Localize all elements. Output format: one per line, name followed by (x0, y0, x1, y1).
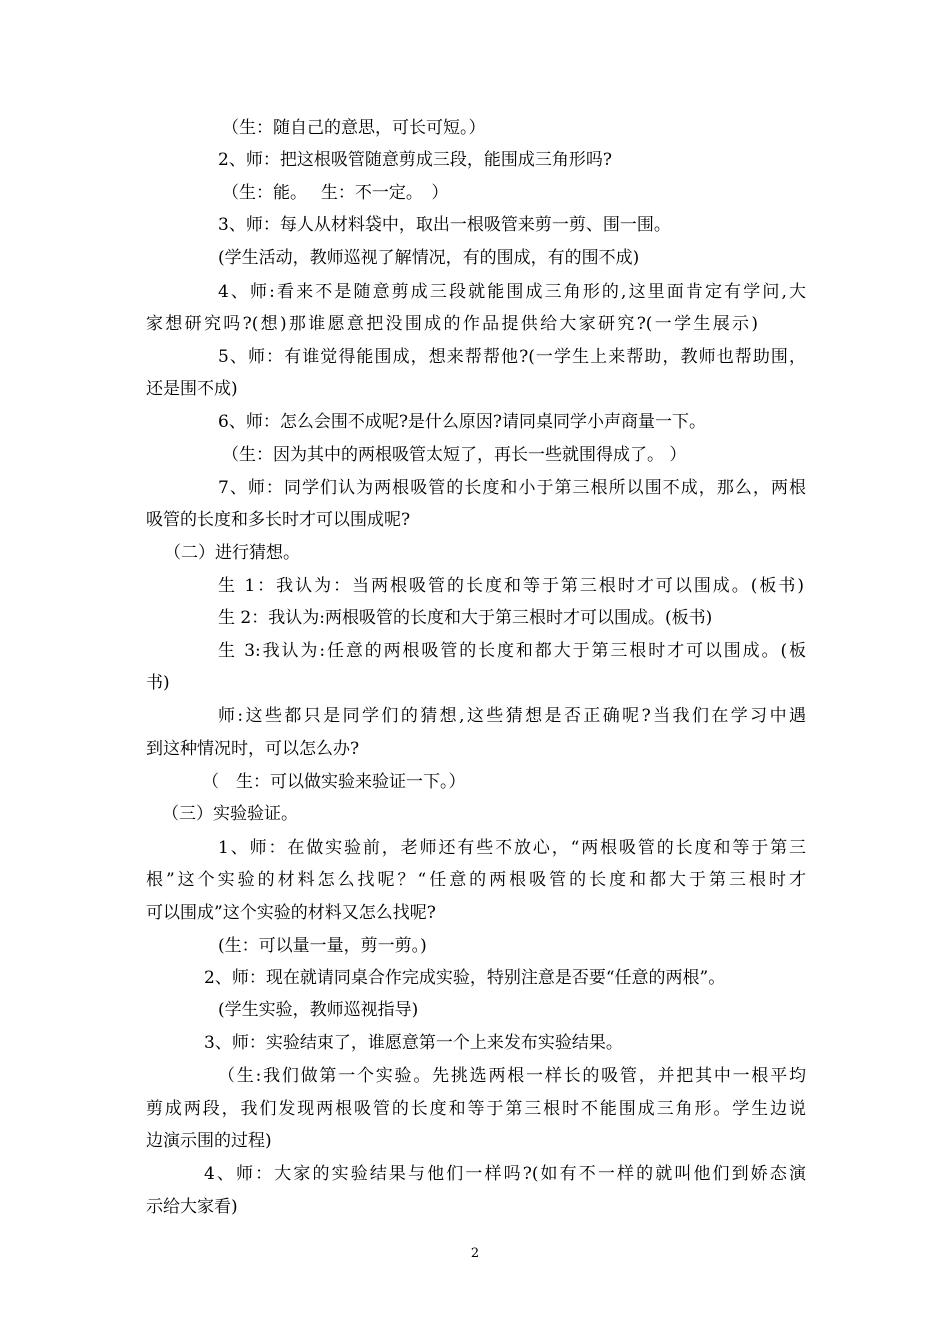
text-line: 生 1：我认为：当两根吸管的长度和等于第三根时才可以围成。(板书) (218, 576, 804, 596)
text-line: （生：随自己的意思，可长可短。） (222, 118, 486, 138)
text-line: 7、师：同学们认为两根吸管的长度和小于第三根所以围不成，那么，两根 (218, 478, 806, 498)
text-line: 生 3:我认为:任意的两根吸管的长度和都大于第三根时才可以围成。(板 (218, 641, 806, 661)
text-line: (生：可以量一量，剪一剪。) (218, 936, 427, 956)
section-heading: （三）实验验证。 (162, 804, 298, 824)
text-line: 4、师:看来不是随意剪成三段就能围成三角形的,这里面肯定有学问,大 (218, 282, 806, 302)
text-line: 可以围成”这个实验的材料又怎么找呢? (146, 903, 436, 923)
text-line: 书) (146, 673, 170, 693)
page-number: 2 (470, 1246, 480, 1261)
text-line: 3、师：每人从材料袋中，取出一根吸管来剪一剪、围一围。 (218, 215, 671, 235)
text-line: 5、师：有谁觉得能围成，想来帮帮他?(一学生上来帮助，教师也帮助围， (218, 347, 806, 367)
text-line: 家想研究吗?(想)那谁愿意把没围成的作品提供给大家研究?(一学生展示) (146, 314, 758, 334)
text-line: 1、师：在做实验前，老师还有些不放心，“两根吸管的长度和等于第三 (218, 838, 806, 858)
text-line: （ 生：可以做实验来验证一下。） (202, 772, 466, 792)
text-line: 剪成两段，我们发现两根吸管的长度和等于第三根时不能围成三角形。学生边说 (146, 1099, 806, 1119)
text-line: 2、师：把这根吸管随意剪成三段，能围成三角形吗? (218, 150, 612, 170)
text-line: （生：因为其中的两根吸管太短了，再长一些就围得成了。 ） (222, 445, 687, 465)
text-line: 还是围不成) (146, 379, 238, 399)
text-line: 师:这些都只是同学们的猜想,这些猜想是否正确呢?当我们在学习中遇 (218, 706, 806, 726)
text-line: (学生活动，教师巡视了解情况，有的围成，有的围不成) (218, 248, 640, 268)
text-line: 吸管的长度和多长时才可以围成呢? (146, 510, 411, 530)
text-line: 到这种情况时，可以怎么办? (146, 739, 360, 759)
text-line: 根”这个实验的材料怎么找呢？“任意的两根吸管的长度和都大于第三根时才 (146, 870, 806, 890)
text-line: 3、师：实验结束了，谁愿意第一个上来发布实验结果。 (204, 1033, 623, 1053)
section-heading: （二）进行猜想。 (164, 543, 300, 563)
text-line: 边演示围的过程) (146, 1131, 272, 1151)
text-line: 4、师：大家的实验结果与他们一样吗?(如有不一样的就叫他们到娇态演 (204, 1164, 806, 1184)
text-line: （生:我们做第一个实验。先挑选两根一样长的吸管，并把其中一根平均 (218, 1066, 806, 1086)
text-line: (学生实验，教师巡视指导) (218, 1000, 419, 1020)
text-line: （生：能。 生：不一定。 ） (222, 183, 449, 203)
text-line: 2、师：现在就请同桌合作完成实验，特别注意是否要“任意的两根”。 (204, 968, 726, 988)
text-line: 生 2：我认为:两根吸管的长度和大于第三根时才可以围成。(板书) (218, 608, 713, 628)
text-line: 6、师：怎么会围不成呢?是什么原因?请同桌同学小声商量一下。 (218, 412, 707, 432)
text-line: 示给大家看) (146, 1197, 238, 1217)
